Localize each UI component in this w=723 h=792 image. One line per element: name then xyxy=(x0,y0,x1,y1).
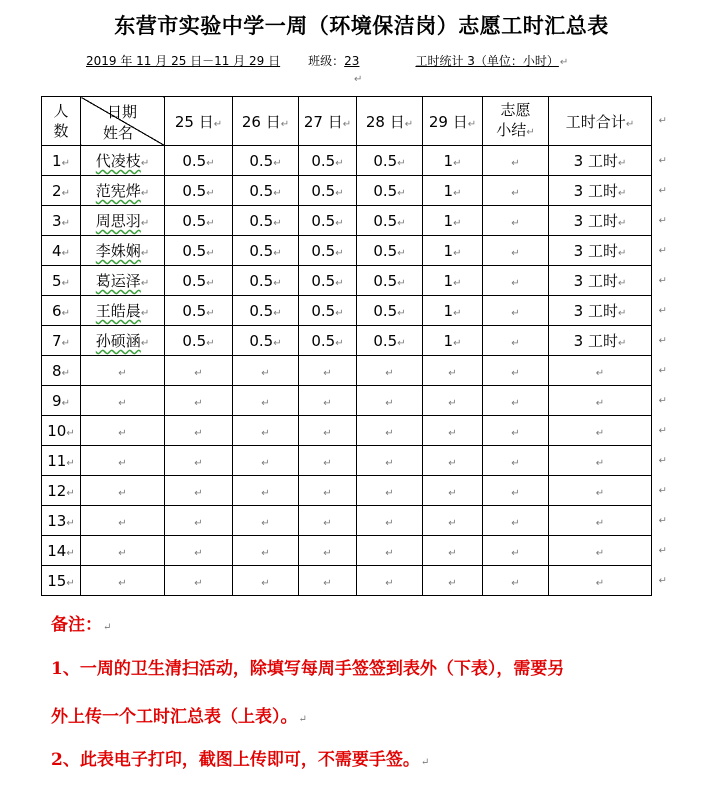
table-row xyxy=(42,296,652,326)
header-summary: 志愿 小结↵ xyxy=(483,97,549,146)
summary-cell: ↵ xyxy=(483,566,549,596)
summary-cell: ↵ xyxy=(483,446,549,476)
name-cell: 周思羽↵ xyxy=(81,206,165,236)
hours-cell-d29: ↵ xyxy=(423,416,483,446)
total-cell: 3 工时↵ ↵ xyxy=(549,266,652,296)
header-day-25: 25 日↵ xyxy=(165,97,233,146)
hours-cell-d26: 0.5↵ xyxy=(233,236,299,266)
hours-cell-d25: ↵ xyxy=(165,416,233,446)
hours-cell-d29: 1↵ xyxy=(423,296,483,326)
summary-cell: ↵ xyxy=(483,476,549,506)
hours-cell-d27: ↵ xyxy=(299,536,357,566)
row-number-cell: 9↵ xyxy=(42,386,81,416)
hours-cell-d29: 1↵ xyxy=(423,266,483,296)
hours-cell-d29: 1↵ xyxy=(423,146,483,176)
hours-cell-d26: ↵ xyxy=(233,386,299,416)
table-row xyxy=(42,386,652,416)
hours-cell-d26: ↵ xyxy=(233,356,299,386)
hours-cell-d27: ↵ xyxy=(299,506,357,536)
summary-cell: ↵ xyxy=(483,506,549,536)
header-name-label: 姓名 xyxy=(103,124,134,142)
table-row xyxy=(42,236,652,266)
summary-cell: ↵ xyxy=(483,296,549,326)
summary-cell: ↵ xyxy=(483,266,549,296)
table-row xyxy=(42,416,652,446)
hours-cell-d26: ↵ xyxy=(233,536,299,566)
hours-cell-d29: ↵ xyxy=(423,386,483,416)
row-number-cell: 1↵ xyxy=(42,146,81,176)
hours-cell-d29: ↵ xyxy=(423,356,483,386)
total-cell: ↵ ↵ xyxy=(549,356,652,386)
hours-cell-d27: 0.5↵ xyxy=(299,296,357,326)
hours-cell-d27: 0.5↵ xyxy=(299,236,357,266)
hours-cell-d28: ↵ xyxy=(357,536,423,566)
hours-cell-d27: ↵ xyxy=(299,386,357,416)
summary-cell: ↵ xyxy=(483,356,549,386)
table-row xyxy=(42,206,652,236)
row-number-cell: 10↵ xyxy=(42,416,81,446)
total-cell: ↵ ↵ xyxy=(549,416,652,446)
hours-cell-d26: 0.5↵ xyxy=(233,326,299,356)
hours-cell-d29: ↵ xyxy=(423,566,483,596)
header-day-27: 27 日↵ xyxy=(299,97,357,146)
table-row xyxy=(42,476,652,506)
stat-label: 工时统计 3（单位：小时） xyxy=(415,54,559,68)
hours-cell-d29: 1↵ xyxy=(423,236,483,266)
hours-cell-d25: 0.5↵ xyxy=(165,296,233,326)
header-total: 工时合计↵ ↵ xyxy=(549,97,652,146)
hours-cell-d27: 0.5↵ xyxy=(299,146,357,176)
hours-cell-d29: ↵ xyxy=(423,506,483,536)
name-cell: ↵ xyxy=(81,386,165,416)
hours-cell-d29: ↵ xyxy=(423,536,483,566)
total-cell: 3 工时↵ ↵ xyxy=(549,296,652,326)
header-day-28: 28 日↵ xyxy=(357,97,423,146)
header-day-29: 29 日↵ xyxy=(423,97,483,146)
note-item-1-line-1: 1、一周的卫生清扫活动，除填写每周手签签到表外（下表），需要另 xyxy=(51,659,565,679)
note-item-1-line-2: 外上传一个工时汇总表（上表）。↵ xyxy=(51,707,307,727)
name-cell: 范宪烨↵ xyxy=(81,176,165,206)
hours-cell-d28: ↵ xyxy=(357,476,423,506)
total-cell: 3 工时↵ ↵ xyxy=(549,326,652,356)
total-cell: ↵ ↵ xyxy=(549,476,652,506)
row-number-cell: 13↵ xyxy=(42,506,81,536)
hours-cell-d28: 0.5↵ xyxy=(357,236,423,266)
hours-cell-d27: 0.5↵ xyxy=(299,326,357,356)
hours-cell-d27: ↵ xyxy=(299,476,357,506)
name-cell: 代凌枝↵ xyxy=(81,146,165,176)
hours-cell-d28: ↵ xyxy=(357,566,423,596)
table-row xyxy=(42,536,652,566)
total-cell: 3 工时↵ ↵ xyxy=(549,206,652,236)
hours-cell-d29: 1↵ xyxy=(423,176,483,206)
hours-cell-d27: 0.5↵ xyxy=(299,266,357,296)
hours-cell-d27: ↵ xyxy=(299,416,357,446)
summary-cell: ↵ xyxy=(483,326,549,356)
hours-cell-d29: 1↵ xyxy=(423,206,483,236)
hours-cell-d28: ↵ xyxy=(357,386,423,416)
table-row xyxy=(42,566,652,596)
summary-cell: ↵ xyxy=(483,386,549,416)
hours-cell-d25: 0.5↵ xyxy=(165,146,233,176)
total-cell: 3 工时↵ ↵ xyxy=(549,146,652,176)
row-number-cell: 7↵ xyxy=(42,326,81,356)
name-cell: ↵ xyxy=(81,536,165,566)
total-cell: ↵ ↵ xyxy=(549,386,652,416)
table-row xyxy=(42,266,652,296)
hours-cell-d27: 0.5↵ xyxy=(299,206,357,236)
hours-table xyxy=(41,96,667,596)
table-row xyxy=(42,146,652,176)
hours-cell-d25: 0.5↵ xyxy=(165,176,233,206)
subtitle-line xyxy=(86,52,568,69)
name-cell: 王皓晨↵ xyxy=(81,296,165,326)
hours-cell-d28: 0.5↵ xyxy=(357,326,423,356)
hours-cell-d27: ↵ xyxy=(299,356,357,386)
summary-cell: ↵ xyxy=(483,536,549,566)
hours-cell-d26: ↵ xyxy=(233,416,299,446)
row-number-cell: 4↵ xyxy=(42,236,81,266)
table-row xyxy=(42,176,652,206)
total-cell: ↵ ↵ xyxy=(549,536,652,566)
hours-cell-d28: 0.5↵ xyxy=(357,266,423,296)
hours-cell-d28: 0.5↵ xyxy=(357,296,423,326)
name-cell: ↵ xyxy=(81,416,165,446)
hours-cell-d25: ↵ xyxy=(165,356,233,386)
name-cell: 孙硕涵↵ xyxy=(81,326,165,356)
total-cell: ↵ ↵ xyxy=(549,506,652,536)
hours-cell-d27: ↵ xyxy=(299,566,357,596)
table-header-row xyxy=(42,97,652,146)
hours-cell-d27: 0.5↵ xyxy=(299,176,357,206)
total-cell: 3 工时↵ ↵ xyxy=(549,236,652,266)
paragraph-mark-icon: ↵ xyxy=(354,74,363,85)
name-cell: ↵ xyxy=(81,506,165,536)
hours-cell-d26: 0.5↵ xyxy=(233,266,299,296)
summary-cell: ↵ xyxy=(483,236,549,266)
name-cell: ↵ xyxy=(81,476,165,506)
hours-cell-d29: 1↵ xyxy=(423,326,483,356)
name-cell: 李姝娴↵ xyxy=(81,236,165,266)
hours-cell-d25: 0.5↵ xyxy=(165,266,233,296)
row-number-cell: 3↵ xyxy=(42,206,81,236)
total-cell: 3 工时↵ ↵ xyxy=(549,176,652,206)
summary-cell: ↵ xyxy=(483,416,549,446)
hours-cell-d25: ↵ xyxy=(165,566,233,596)
total-cell: ↵ ↵ xyxy=(549,446,652,476)
row-number-cell: 11↵ xyxy=(42,446,81,476)
hours-cell-d28: 0.5↵ xyxy=(357,146,423,176)
hours-cell-d26: ↵ xyxy=(233,446,299,476)
name-cell: ↵ xyxy=(81,356,165,386)
row-number-cell: 5↵ xyxy=(42,266,81,296)
name-cell: ↵ xyxy=(81,446,165,476)
row-number-cell: 6↵ xyxy=(42,296,81,326)
name-cell: 葛运泽↵ xyxy=(81,266,165,296)
hours-cell-d26: 0.5↵ xyxy=(233,176,299,206)
hours-cell-d28: ↵ xyxy=(357,506,423,536)
row-number-cell: 12↵ xyxy=(42,476,81,506)
date-range: 2019 年 11 月 25 日－11 月 29 日 xyxy=(86,54,281,68)
hours-cell-d28: 0.5↵ xyxy=(357,176,423,206)
note-item-2: 2、此表电子打印，截图上传即可，不需要手签。↵ xyxy=(51,750,430,770)
hours-cell-d26: 0.5↵ xyxy=(233,146,299,176)
hours-cell-d25: ↵ xyxy=(165,536,233,566)
hours-cell-d25: 0.5↵ xyxy=(165,206,233,236)
notes-label: 备注：↵ xyxy=(51,615,112,635)
row-number-cell: 2↵ xyxy=(42,176,81,206)
hours-cell-d25: 0.5↵ xyxy=(165,326,233,356)
hours-cell-d25: ↵ xyxy=(165,476,233,506)
name-cell: ↵ xyxy=(81,566,165,596)
row-number-cell: 14↵ xyxy=(42,536,81,566)
row-number-cell: 15↵ xyxy=(42,566,81,596)
hours-cell-d28: ↵ xyxy=(357,416,423,446)
table-row xyxy=(42,326,652,356)
hours-cell-d29: ↵ xyxy=(423,446,483,476)
hours-cell-d28: 0.5↵ xyxy=(357,206,423,236)
hours-cell-d29: ↵ xyxy=(423,476,483,506)
hours-cell-d26: ↵ xyxy=(233,566,299,596)
hours-cell-d26: 0.5↵ xyxy=(233,206,299,236)
header-diagonal-cell xyxy=(81,97,165,146)
hours-cell-d26: ↵ xyxy=(233,476,299,506)
table-row xyxy=(42,506,652,536)
page-title: 东营市实验中学一周（环境保洁岗）志愿工时汇总表 xyxy=(114,13,609,38)
hours-cell-d28: ↵ xyxy=(357,356,423,386)
class-value: 23 xyxy=(344,54,360,68)
row-number-cell: 8↵ xyxy=(42,356,81,386)
hours-cell-d28: ↵ xyxy=(357,446,423,476)
header-day-26: 26 日↵ xyxy=(233,97,299,146)
hours-cell-d25: ↵ xyxy=(165,446,233,476)
summary-cell: ↵ xyxy=(483,176,549,206)
total-cell: ↵ ↵ xyxy=(549,566,652,596)
table-row xyxy=(42,446,652,476)
hours-cell-d26: ↵ xyxy=(233,506,299,536)
summary-cell: ↵ xyxy=(483,206,549,236)
header-date-label: 日期 xyxy=(107,103,138,121)
paragraph-mark-icon: ↵ xyxy=(559,57,569,68)
hours-cell-d26: 0.5↵ xyxy=(233,296,299,326)
hours-cell-d25: ↵ xyxy=(165,506,233,536)
table-row xyxy=(42,356,652,386)
hours-cell-d27: ↵ xyxy=(299,446,357,476)
class-label: 班级： xyxy=(308,54,345,68)
summary-cell: ↵ xyxy=(483,146,549,176)
hours-cell-d25: ↵ xyxy=(165,386,233,416)
header-person-count: 人 数 xyxy=(42,97,81,146)
hours-cell-d25: 0.5↵ xyxy=(165,236,233,266)
